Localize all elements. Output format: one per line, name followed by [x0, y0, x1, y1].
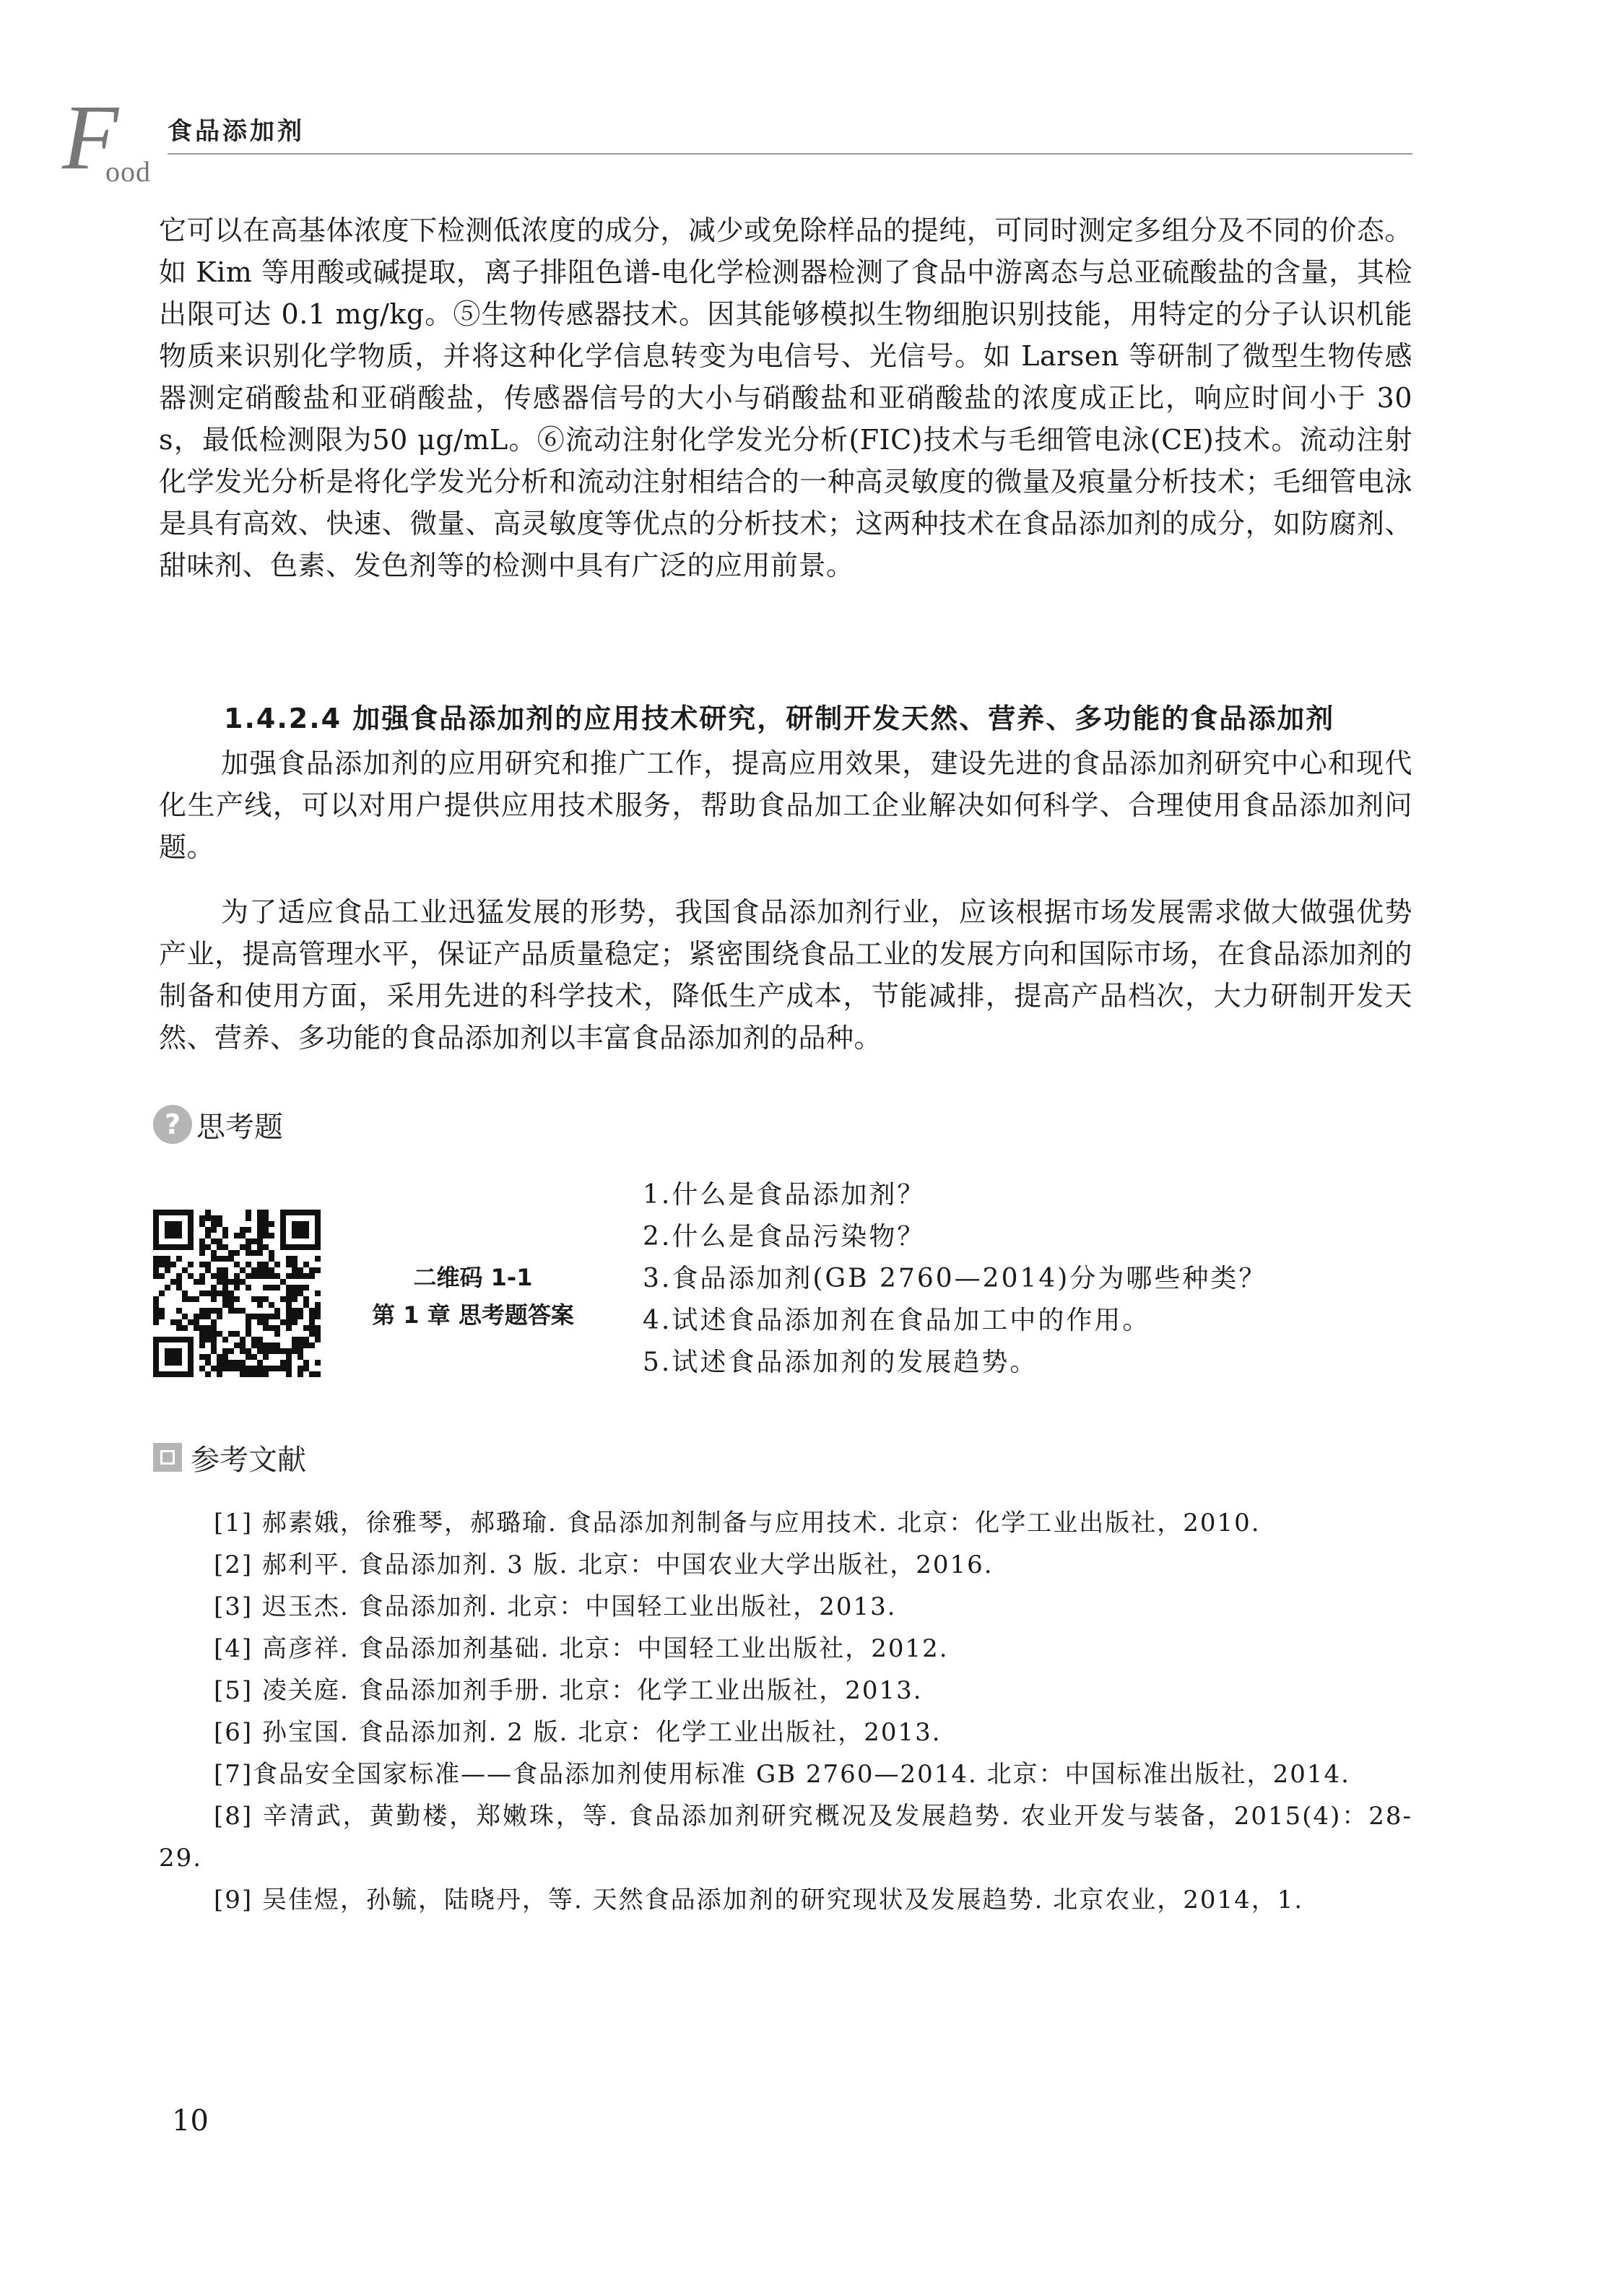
logo-text-ood: ood — [105, 155, 151, 188]
header-rule — [168, 153, 1412, 155]
qr-caption — [343, 1259, 603, 1334]
references-title: 参考文献 — [191, 1443, 306, 1477]
reference-item: [4] 高彦祥. 食品添加剂基础. 北京：中国轻工业出版社，2012. — [214, 1634, 949, 1663]
reference-item: [2] 郝利平. 食品添加剂. 3 版. 北京：中国农业大学出版社，2016. — [214, 1550, 994, 1579]
question-item: 1.什么是食品添加剂？ — [643, 1180, 926, 1210]
body-paragraph-2: 加强食品添加剂的应用研究和推广工作，提高应用效果，建设先进的食品添加剂研究中心和现代化生产线，可以对用户提供应用技术服务，帮助食品加工企业解决如何科学、合理使用食品添加剂问题。 — [159, 747, 1412, 863]
body-paragraph-3: 为了适应食品工业迅猛发展的形势，我国食品添加剂行业，应该根据市场发展需求做大做强优势产业，提高管理水平，保证产品质量稳定；紧密围绕食品工业的发展方向和国际市场，在食品添加剂的制备和使用方面，采用先进的科学技术，降低生产成本，节能减排，提高产品档次，大力研制开发天然、营养、多功能的食品添加剂以丰富食品添加剂的品种。 — [159, 896, 1412, 1054]
reference-item: [3] 迟玉杰. 食品添加剂. 北京：中国轻工业出版社，2013. — [214, 1592, 897, 1621]
question-mark-icon: ? — [153, 1105, 192, 1144]
question-item: 4.试述食品添加剂在食品加工中的作用。 — [643, 1306, 1151, 1335]
page-number: 10 — [172, 2104, 209, 2138]
body-paragraph-1: 它可以在高基体浓度下检测低浓度的成分，减少或免除样品的提纯，可同时测定多组分及不同的价态。如 Kim 等用酸或碱提取，离子排阻色谱-电化学检测器检测了食品中游离态与总亚硫酸盐的含量，其检出限可达 0.1 mg/kg。⑤生物传感器技术。因其能够模拟生物细胞识别技能，用特定的分子认识机能物质来识别化学物质，并将这种化学信息转变为电信号、光信号。如 Larsen 等研制了微型生物传感器测定硝酸盐和亚硝酸盐，传感器信号的大小与硝酸盐和亚硝酸盐的浓度成正比，响应时间小于 30 s，最低检测限为50 μg/mL。⑥流动注射化学发光分析(FIC)技术与毛细管电泳(CE)技术。流动注射化学发光分析是将化学发光分析和流动注射相结合的一种高灵敏度的微量及痕量分析技术；毛细管电泳是具有高效、快速、微量、高灵敏度等优点的分析技术；这两种技术在食品添加剂的成分，如防腐剂、甜味剂、色素、发色剂等的检测中具有广泛的应用前景。 — [159, 214, 1412, 581]
think-questions-title: 思考题 — [196, 1110, 283, 1144]
qr-code — [153, 1210, 321, 1377]
reference-item: [1] 郝素娥，徐雅琴，郝璐瑜. 食品添加剂制备与应用技术. 北京：化学工业出版社，2010. — [214, 1509, 1261, 1537]
running-header-title: 食品添加剂 — [168, 117, 305, 146]
logo-letter-f: F — [62, 86, 119, 188]
think-questions-header — [153, 1103, 283, 1146]
qr-caption-code: 二维码 1-1 — [413, 1264, 533, 1291]
references-header — [153, 1437, 306, 1478]
food-logo — [62, 86, 163, 188]
reference-item: [5] 凌关庭. 食品添加剂手册. 北京：化学工业出版社，2013. — [214, 1676, 923, 1705]
reference-item: [8] 辛清武，黄勤楼，郑嫩珠，等. 食品添加剂研究概况及发展趋势. 农业开发与装备，2015(4)：28-29. — [159, 1802, 1412, 1873]
question-item: 3.食品添加剂(GB 2760—2014)分为哪些种类？ — [643, 1264, 1267, 1293]
reference-item: [9] 吴佳煜，孙毓，陆晓丹，等. 天然食品添加剂的研究现状及发展趋势. 北京农业，2014，1. — [214, 1886, 1304, 1914]
reference-item: [7]食品安全国家标准——食品添加剂使用标准 GB 2760—2014. 北京：中国标准出版社，2014. — [214, 1760, 1350, 1789]
section-heading: 1.4.2.4 加强食品添加剂的应用技术研究，研制开发天然、营养、多功能的食品添加剂 — [224, 703, 1335, 734]
reference-item: [6] 孙宝国. 食品添加剂. 2 版. 北京：化学工业出版社，2013. — [214, 1718, 942, 1747]
qr-caption-chapter: 第 1 章 思考题答案 — [372, 1301, 574, 1329]
question-list — [643, 1174, 1267, 1384]
question-item: 5.试述食品添加剂的发展趋势。 — [643, 1348, 1038, 1377]
reference-list — [159, 1502, 1412, 1921]
question-item: 2.什么是食品污染物？ — [643, 1222, 926, 1251]
reference-box-icon — [153, 1443, 182, 1472]
